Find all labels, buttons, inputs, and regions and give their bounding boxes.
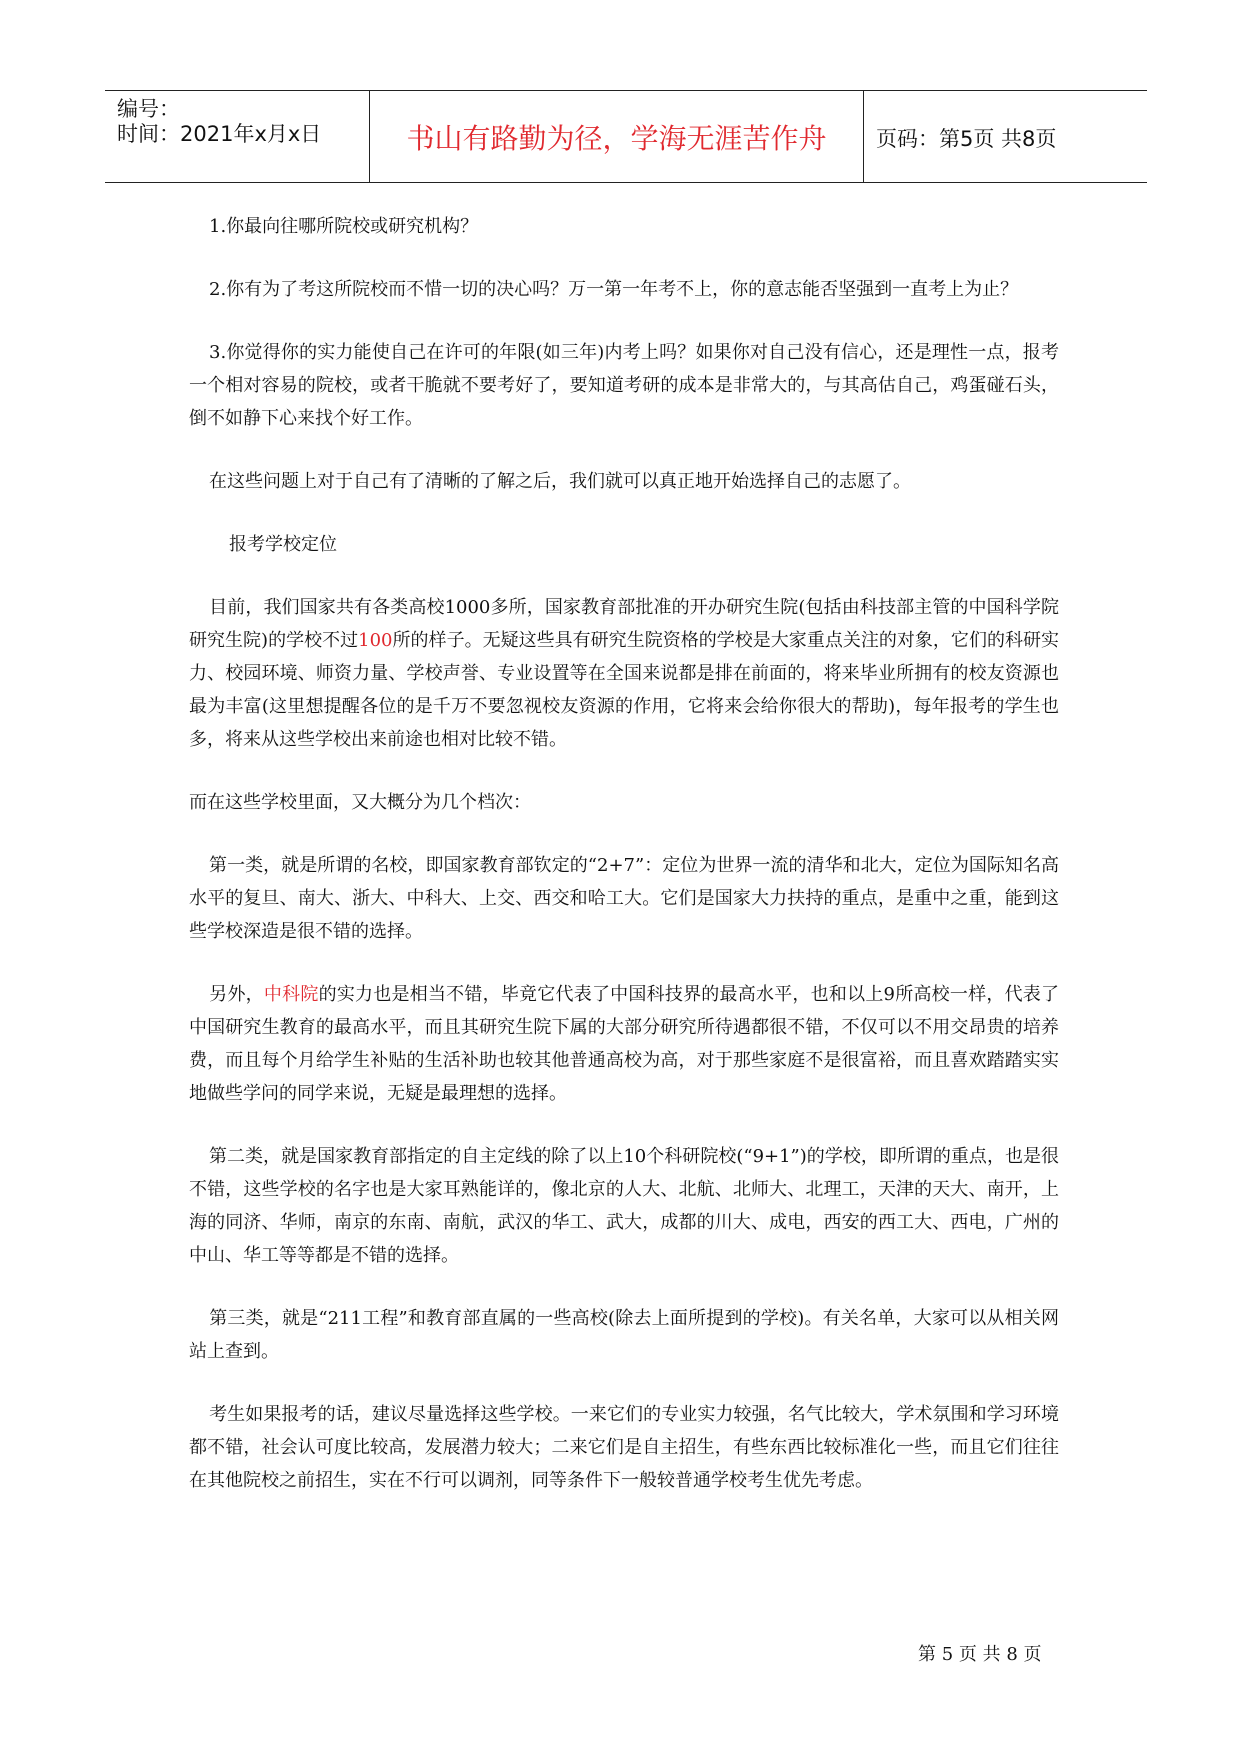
paragraph-cas: 另外，中科院的实力也是相当不错，毕竟它代表了中国科技界的最高水平，也和以上9所高校一样，代表了中国研究生教育的最高水平，而且其研究生院下属的大部分研究所待遇都很不错，不仅可以不用交昂贵的培养费，而且每个月给学生补贴的生活补助也较其他普通高校为高，对于那些家庭不是很富裕，而且喜欢踏踏实实地做些学问的同学来说，无疑是最理想的选择。 [189,984,1060,1104]
header-left-cell [105,91,370,182]
paragraph-question-1: 1.你最向往哪所院校或研究机构？ [209,216,479,237]
page-footer: 第 5 页 共 8 页 [918,1644,1042,1665]
document-number-label: 编号： [117,97,180,121]
header-page-number: 页码：第5页 共8页 [876,127,1057,151]
paragraph-tiers-intro: 而在这些学校里面，又大概分为几个档次： [189,792,531,813]
header-motto-cell [370,91,864,182]
header-motto: 书山有路勤为径，学海无涯苦作舟 [406,122,827,155]
header-page-cell [864,91,1147,182]
document-time-label: 时间：2021年x月x日 [117,122,322,146]
page-header [105,90,1147,183]
highlight-cas-link: 中科院 [263,984,319,1005]
paragraph-tier-1: 第一类，就是所谓的名校，即国家教育部钦定的“2+7”：定位为世界一流的清华和北大，定位为国际知名高水平的复旦、南大、浙大、中科大、上交、西交和哈工大。它们是国家大力扶持的重点，是重中之重，能到这些学校深造是很不错的选择。 [189,855,1059,942]
paragraph-tier-3: 第三类，就是“211工程”和教育部直属的一些高校(除去上面所提到的学校)。有关名单，大家可以从相关网站上查到。 [189,1308,1059,1362]
paragraph-advice: 考生如果报考的话，建议尽量选择这些学校。一来它们的专业实力较强，名气比较大，学术氛围和学习环境都不错，社会认可度比较高，发展潜力较大；二来它们是自主招生，有些东西比较标准化一些，而且它们往往在其他院校之前招生，实在不行可以调剂，同等条件下一般较普通学校考生优先考虑。 [189,1404,1059,1491]
paragraph-transition: 在这些问题上对于自己有了清晰的了解之后，我们就可以真正地开始选择自己的志愿了。 [209,471,911,492]
paragraph-tier-2: 第二类，就是国家教育部指定的自主定线的除了以上10个科研院校(“9+1”)的学校，即所谓的重点，也是很不错，这些学校的名字也是大家耳熟能详的，像北京的人大、北航、北师大、北理工，天津的天大、南开，上海的同济、华师，南京的东南、南航，武汉的华工、武大，成都的川大、成电，西安的西工大、西电，广州的中山、华工等等都是不错的选择。 [189,1146,1059,1266]
highlight-number: 100 [358,630,393,651]
paragraph-question-2: 2.你有为了考这所院校而不惜一切的决心吗？万一第一年考不上，你的意志能否坚强到一直考上为止？ [209,279,1019,300]
section-heading: 报考学校定位 [229,534,337,555]
paragraph-question-3: 3.你觉得你的实力能使自己在许可的年限(如三年)内考上吗？如果你对自己没有信心，还是理性一点，报考一个相对容易的院校，或者干脆就不要考好了，要知道考研的成本是非常大的，与其高估自己，鸡蛋碰石头，倒不如静下心来找个好工作。 [189,342,1059,429]
document-body [189,210,1059,1527]
paragraph-overview: 目前，我们国家共有各类高校1000多所，国家教育部批准的开办研究生院(包括由科技部主管的中国科学院研究生院)的学校不过100所的样子。无疑这些具有研究生院资格的学校是大家重点关注的对象，它们的科研实力、校园环境、师资力量、学校声誉、专业设置等在全国来说都是排在前面的，将来毕业所拥有的校友资源也最为丰富(这里想提醒各位的是千万不要忽视校友资源的作用，它将来会给你很大的帮助)，每年报考的学生也多，将来从这些学校出来前途也相对比较不错。 [189,597,1059,750]
